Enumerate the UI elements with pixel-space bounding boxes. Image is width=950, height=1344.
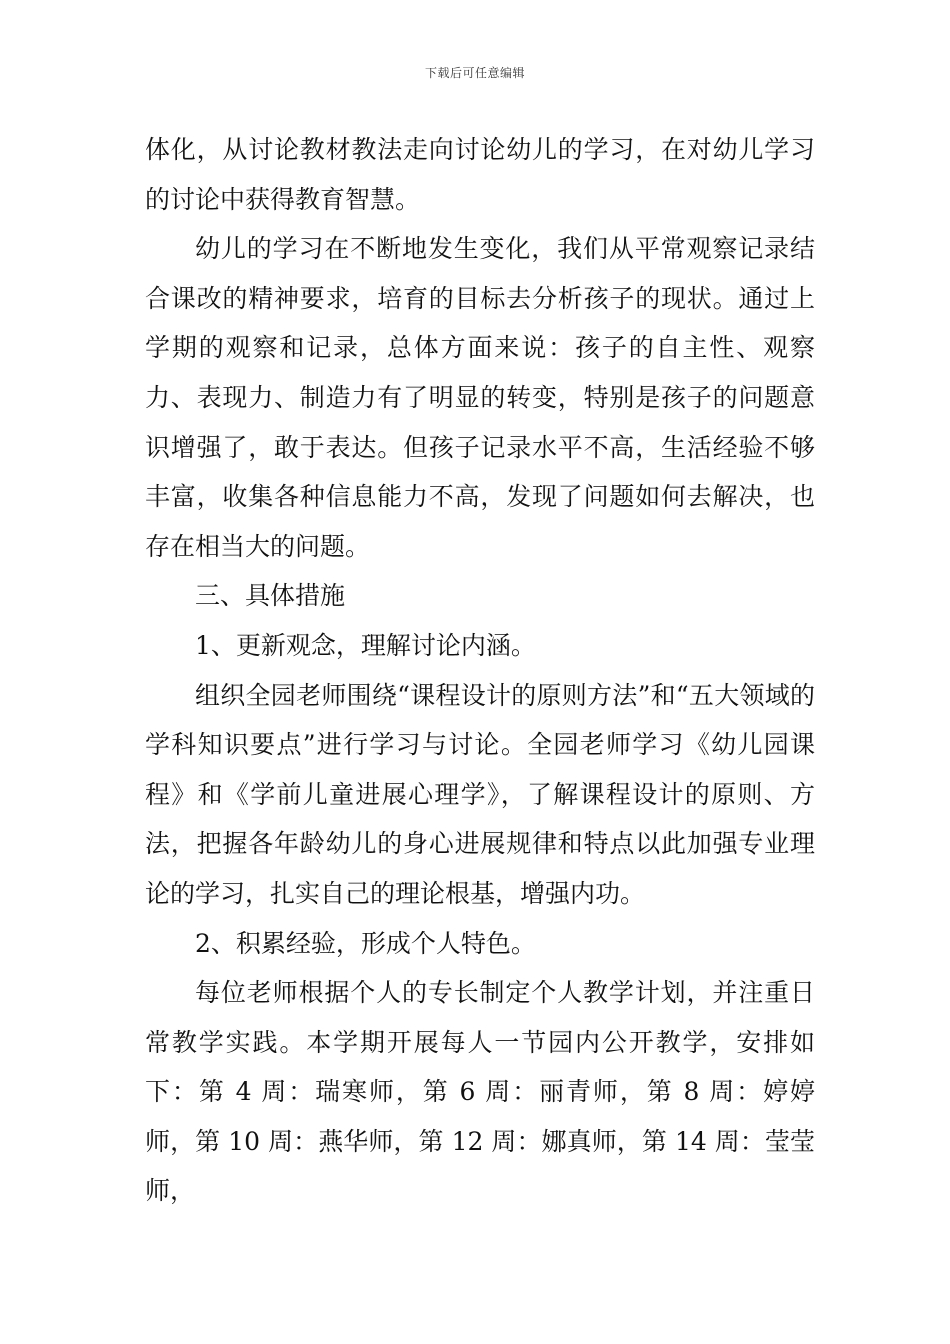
paragraph-teaching-plan: 每位老师根据个人的专长制定个人教学计划，并注重日常教学实践。本学期开展每人一节园内公开教学，安排如下：第 4 周：瑞寒师，第 6 周：丽青师，第 8 周：婷婷师，第 10 周：燕华师，第 12 周：娜真师，第 14 周：莹莹师， xyxy=(145,978,815,1206)
paragraph-continuation: 体化，从讨论教材教法走向讨论幼儿的学习，在对幼儿学习的讨论中获得教育智慧。 xyxy=(145,135,815,214)
header-note: 下载后可任意编辑 xyxy=(424,66,525,80)
paragraph-study: 组织全园老师围绕“课程设计的原则方法”和“五大领域的学科知识要点”进行学习与讨论。全园老师学习《幼儿园课程》和《学前儿童进展心理学》，了解课程设计的原则、方法，把握各年龄幼儿的身心进展规律和特点以此加强专业理论的学习，扎实自己的理论根基，增强内功。 xyxy=(145,680,815,908)
subheading-update-concepts: 1、更新观念，理解讨论内涵。 xyxy=(195,630,536,660)
document-body xyxy=(145,125,815,1216)
section-heading-measures: 三、具体措施 xyxy=(195,581,346,611)
subheading-accumulate-experience: 2、积累经验，形成个人特色。 xyxy=(195,928,536,958)
paragraph-observation: 幼儿的学习在不断地发生变化，我们从平常观察记录结合课改的精神要求，培育的目标去分析孩子的现状。通过上学期的观察和记录，总体方面来说：孩子的自主性、观察力、表现力、制造力有了明显的转变，特别是孩子的问题意识增强了，敢于表达。但孩子记录水平不高，生活经验不够丰富，收集各种信息能力不高，发现了问题如何去解决，也存在相当大的问题。 xyxy=(145,234,815,561)
